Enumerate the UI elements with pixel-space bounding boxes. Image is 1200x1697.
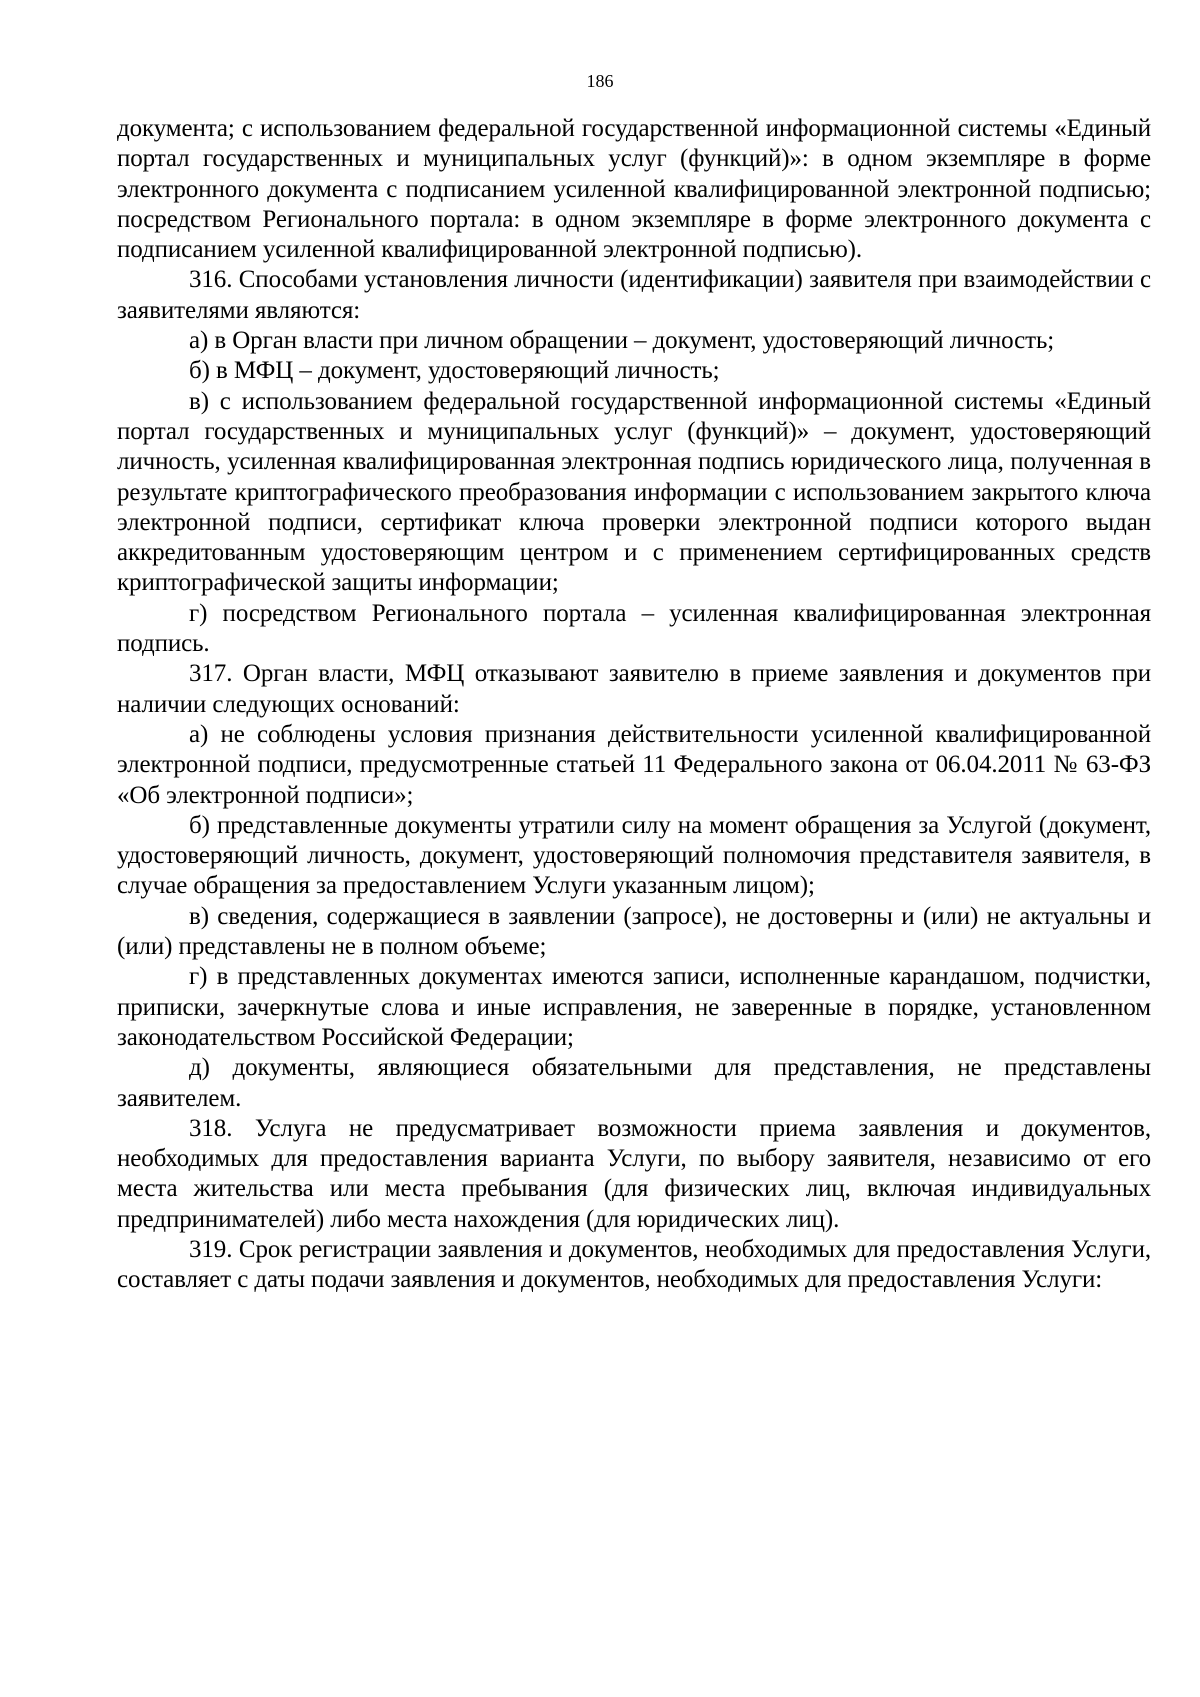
paragraph-316-b: б) в МФЦ – документ, удостоверяющий личность; <box>189 357 720 385</box>
paragraph-316-a: а) в Орган власти при личном обращении – документ, удостоверяющий личность; <box>189 327 1055 355</box>
paragraph-317-b: б) представленные документы утратили силу на момент обращения за Услугой (документ, удостоверяющий личность, документ, удостоверяющий полномочия представителя заявителя, в случае обращения за предоставлением Услуги указанным лицом); <box>117 811 1151 900</box>
paragraph-316: 316. Способами установления личности (идентификации) заявителя при взаимодействии с заявителями являются: <box>117 266 1151 324</box>
paragraph-317-a: а) не соблюдены условия признания действительности усиленной квалифицированной электронной подписи, предусмотренные статьей 11 Федерального закона от 06.04.2011 № 63-ФЗ «Об электронной подписи»; <box>117 720 1151 809</box>
paragraph-317-d: д) документы, являющиеся обязательными для представления, не представлены заявителем. <box>117 1054 1151 1112</box>
paragraph-316-g: г) посредством Регионального портала – усиленная квалифицированная электронная подпись. <box>117 599 1151 658</box>
paragraph-317-g: г) в представленных документах имеются записи, исполненные карандашом, подчистки, приписки, зачеркнутые слова и иные исправления, не заверенные в порядке, установленном законодательством Российской Федерации; <box>117 963 1151 1051</box>
paragraph-317-v: в) сведения, содержащиеся в заявлении (запросе), не достоверны и (или) не актуальны и (или) представлены не в полном объеме; <box>117 902 1151 961</box>
paragraph-317: 317. Орган власти, МФЦ отказывают заявителю в приеме заявления и документов при наличии следующих оснований: <box>117 660 1151 718</box>
paragraph-continuation: документа; с использованием федеральной государственной информационной системы «Единый портал государственных и муниципальных услуг (функций)»: в одном экземпляре в форме электронного документа с подписанием усиленной квалифицированной электронной подписью; посредством Регионального портала: в одном экземпляре в форме электронного документа с подписанием усиленной квалифицированной электронной подписью). <box>117 115 1151 264</box>
paragraph-318: 318. Услуга не предусматривает возможности приема заявления и документов, необходимых для предоставления варианта Услуги, по выбору заявителя, независимо от его места жительства или места пребывания (для физических лиц, включая индивидуальных предпринимателей) либо места нахождения (для юридических лиц). <box>117 1114 1151 1233</box>
paragraph-316-v: в) с использованием федеральной государственной информационной системы «Единый портал государственных и муниципальных услуг (функций)» – документ, удостоверяющий личность, усиленная квалифицированная электронная подпись юридического лица, полученная в результате криптографического преобразования информации с использованием закрытого ключа электронной подписи, сертификат ключа проверки электронной подписи которого выдан аккредитованным удостоверяющим центром и с применением сертифицированных средств криптографической защиты информации; <box>117 387 1151 597</box>
page-number: 186 <box>586 71 614 91</box>
document-body <box>117 114 1151 1296</box>
paragraph-319: 319. Срок регистрации заявления и документов, необходимых для предоставления Услуги, составляет с даты подачи заявления и документов, необходимых для предоставления Услуги: <box>117 1235 1151 1294</box>
